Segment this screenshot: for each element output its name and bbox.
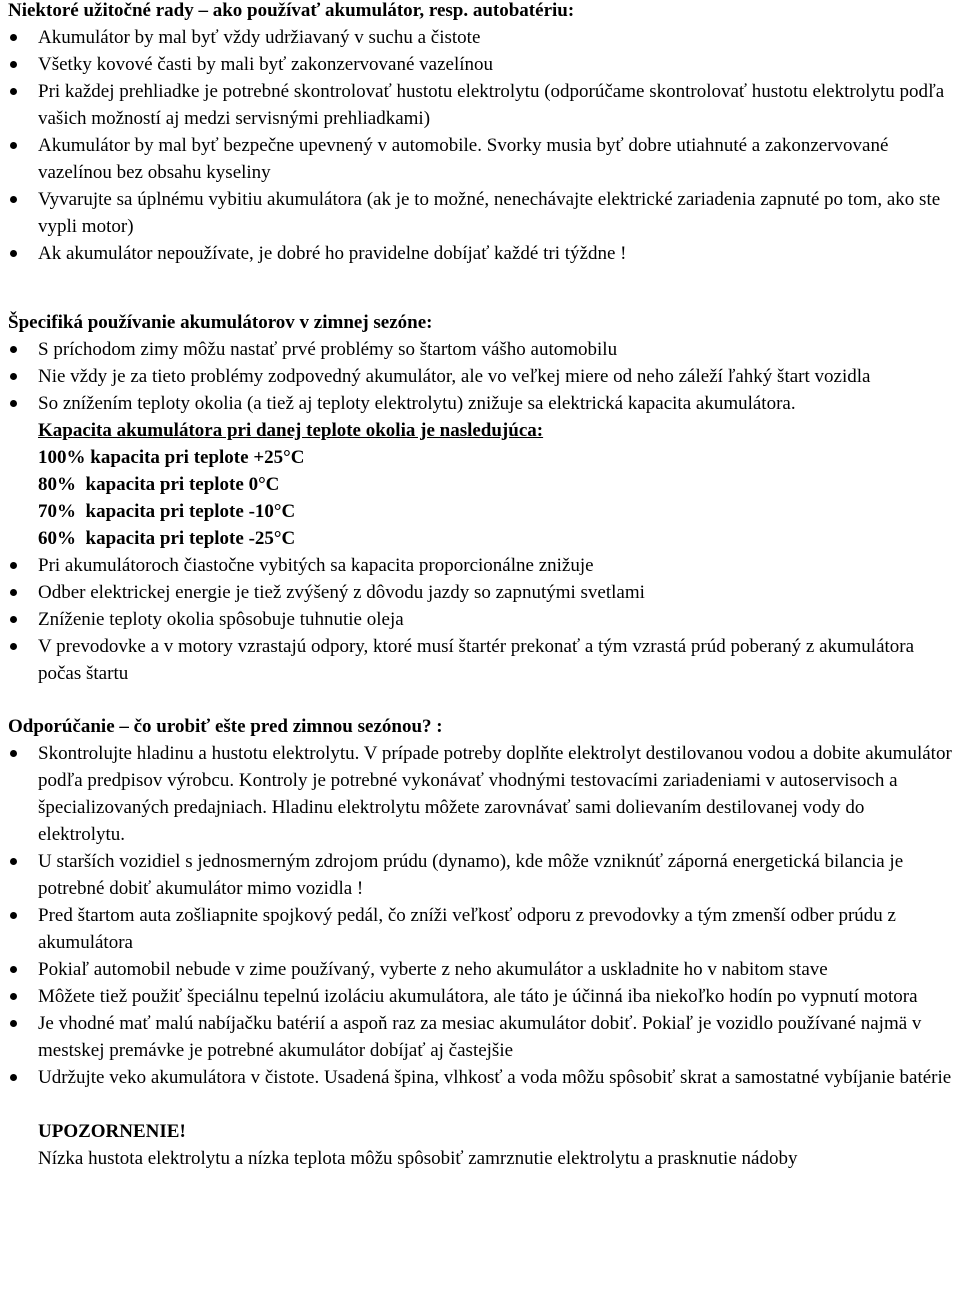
list-item <box>8 633 956 687</box>
capacity-heading: Kapacita akumulátora pri danej teplote okolia je nasledujúca: <box>38 420 544 441</box>
list-item-text: Vyvarujte sa úplnému vybitiu akumulátora (ak je to možné, nenechávajte elektrické zariadenia zapnuté po tom, ako ste vypli motor) <box>38 189 941 237</box>
bullet-icon <box>10 1020 17 1027</box>
list-item <box>8 186 956 240</box>
list-item-text: V prevodovke a v motory vzrastajú odpory, ktoré musí štartér prekonať a tým vzrastá prúd poberaný z akumulátora počas štartu <box>38 636 915 684</box>
list-item-text: Odber elektrickej energie je tiež zvýšený z dôvodu jazdy so zapnutými svetlami <box>38 582 645 603</box>
recommendation-list <box>8 740 956 1091</box>
spacer <box>8 687 956 713</box>
capacity-line: 100% kapacita pri teplote +25°C <box>38 447 305 468</box>
tips-list <box>8 24 956 267</box>
bullet-icon <box>10 858 17 865</box>
list-item <box>8 740 956 848</box>
spacer <box>8 267 956 309</box>
list-item-text: Skontrolujte hladinu a hustotu elektrolytu. V prípade potreby doplňte elektrolyt destilovanou vodou a dobite akumulátor podľa predpisov výrobcu. Kontroly je potrebné vykonávať vhodnými testovacími zariadeniami v autoservisoch a špecializovaných predajniach. Hladinu elektrolytu môžete zarovnávať sami dolievaním destilovanej vody do elektrolytu. <box>38 743 952 845</box>
bullet-icon <box>10 562 17 569</box>
capacity-line: 60% kapacita pri teplote -25°C <box>38 528 296 549</box>
bullet-icon <box>10 142 17 149</box>
section-heading-winter: Špecifiká používanie akumulátorov v zimnej sezóne: <box>8 312 433 333</box>
list-item <box>8 1064 956 1091</box>
list-item-text: Zníženie teploty okolia spôsobuje tuhnutie oleja <box>38 609 404 630</box>
list-item <box>8 132 956 186</box>
list-item <box>8 552 956 579</box>
bullet-icon <box>10 346 17 353</box>
bullet-icon <box>10 1074 17 1081</box>
list-item-text: Nie vždy je za tieto problémy zodpovedný akumulátor, ale vo veľkej miere od neho záleží ľahký štart vozidla <box>38 366 871 387</box>
section-heading-recommendation: Odporúčanie – čo urobiť ešte pred zimnou sezónou? : <box>8 716 443 737</box>
bullet-icon <box>10 250 17 257</box>
bullet-icon <box>10 966 17 973</box>
capacity-line: 80% kapacita pri teplote 0°C <box>38 474 280 495</box>
list-item <box>8 606 956 633</box>
bullet-icon <box>10 34 17 41</box>
bullet-icon <box>10 993 17 1000</box>
bullet-icon <box>10 88 17 95</box>
bullet-icon <box>10 589 17 596</box>
list-item <box>8 336 956 363</box>
bullet-icon <box>10 643 17 650</box>
bullet-icon <box>10 912 17 919</box>
bullet-icon <box>10 400 17 407</box>
list-item-text: Pri každej prehliadke je potrebné skontrolovať hustotu elektrolytu (odporúčame skontrolovať hustotu elektrolytu podľa vašich možností aj medzi servisnými prehliadkami) <box>38 81 945 129</box>
list-item-text: S príchodom zimy môžu nastať prvé problémy so štartom vášho automobilu <box>38 339 618 360</box>
list-item-text: Udržujte veko akumulátora v čistote. Usadená špina, vlhkosť a voda môžu spôsobiť skrat a samostatné vybíjanie batérie <box>38 1067 952 1088</box>
list-item <box>8 579 956 606</box>
spacer <box>8 1091 956 1118</box>
bullet-icon <box>10 616 17 623</box>
list-item-text: Pokiaľ automobil nebude v zime používaný, vyberte z neho akumulátor a uskladnite ho v nabitom stave <box>38 959 828 980</box>
list-item <box>8 390 956 552</box>
list-item <box>8 51 956 78</box>
list-item-text: Je vhodné mať malú nabíjačku batérií a aspoň raz za mesiac akumulátor dobiť. Pokiaľ je vozidlo používané najmä v mestskej premávke je potrebné akumulátor dobíjať aj častejšie <box>38 1013 922 1061</box>
list-item-text: Pred štartom auta zošliapnite spojkový pedál, čo zníži veľkosť odporu z prevodovky a tým zmenší odber prúdu z akumulátora <box>38 905 896 953</box>
list-item <box>8 24 956 51</box>
list-item-text: Všetky kovové časti by mali byť zakonzervované vazelínou <box>38 54 493 75</box>
list-item-text: Pri akumulátoroch čiastočne vybitých sa kapacita proporcionálne znižuje <box>38 555 594 576</box>
list-item-text: U starších vozidiel s jednosmerným zdrojom prúdu (dynamo), kde môže vzniknúť záporná energetická bilancia je potrebné dobiť akumulátor mimo vozidla ! <box>38 851 904 899</box>
list-item <box>8 1010 956 1064</box>
warning-title: UPOZORNENIE! <box>38 1121 186 1142</box>
list-item-text: So znížením teploty okolia (a tiež aj teploty elektrolytu) znižuje sa elektrická kapacita akumulátora. <box>38 393 796 414</box>
bullet-icon <box>10 61 17 68</box>
list-item <box>8 363 956 390</box>
bullet-icon <box>10 196 17 203</box>
list-item <box>8 240 956 267</box>
list-item-text: Ak akumulátor nepoužívate, je dobré ho pravidelne dobíjať každé tri týždne ! <box>38 243 627 264</box>
list-item-text: Môžete tiež použiť špeciálnu tepelnú izoláciu akumulátora, ale táto je účinná iba niekoľko hodín po vypnutí motora <box>38 986 918 1007</box>
bullet-icon <box>10 750 17 757</box>
list-item <box>8 983 956 1010</box>
list-item <box>8 848 956 902</box>
list-item <box>8 78 956 132</box>
capacity-line: 70% kapacita pri teplote -10°C <box>38 501 296 522</box>
section-heading-tips: Niektoré užitočné rady – ako používať akumulátor, resp. autobatériu: <box>8 0 575 21</box>
warning-text: Nízka hustota elektrolytu a nízka teplota môžu spôsobiť zamrznutie elektrolytu a prasknutie nádoby <box>38 1148 798 1169</box>
bullet-icon <box>10 373 17 380</box>
list-item <box>8 956 956 983</box>
list-item <box>8 902 956 956</box>
list-item-text: Akumulátor by mal byť bezpečne upevnený v automobile. Svorky musia byť dobre utiahnuté a zakonzervované vazelínou bez obsahu kyseliny <box>38 135 889 183</box>
list-item-text: Akumulátor by mal byť vždy udržiavaný v suchu a čistote <box>38 27 481 48</box>
winter-list <box>8 336 956 687</box>
